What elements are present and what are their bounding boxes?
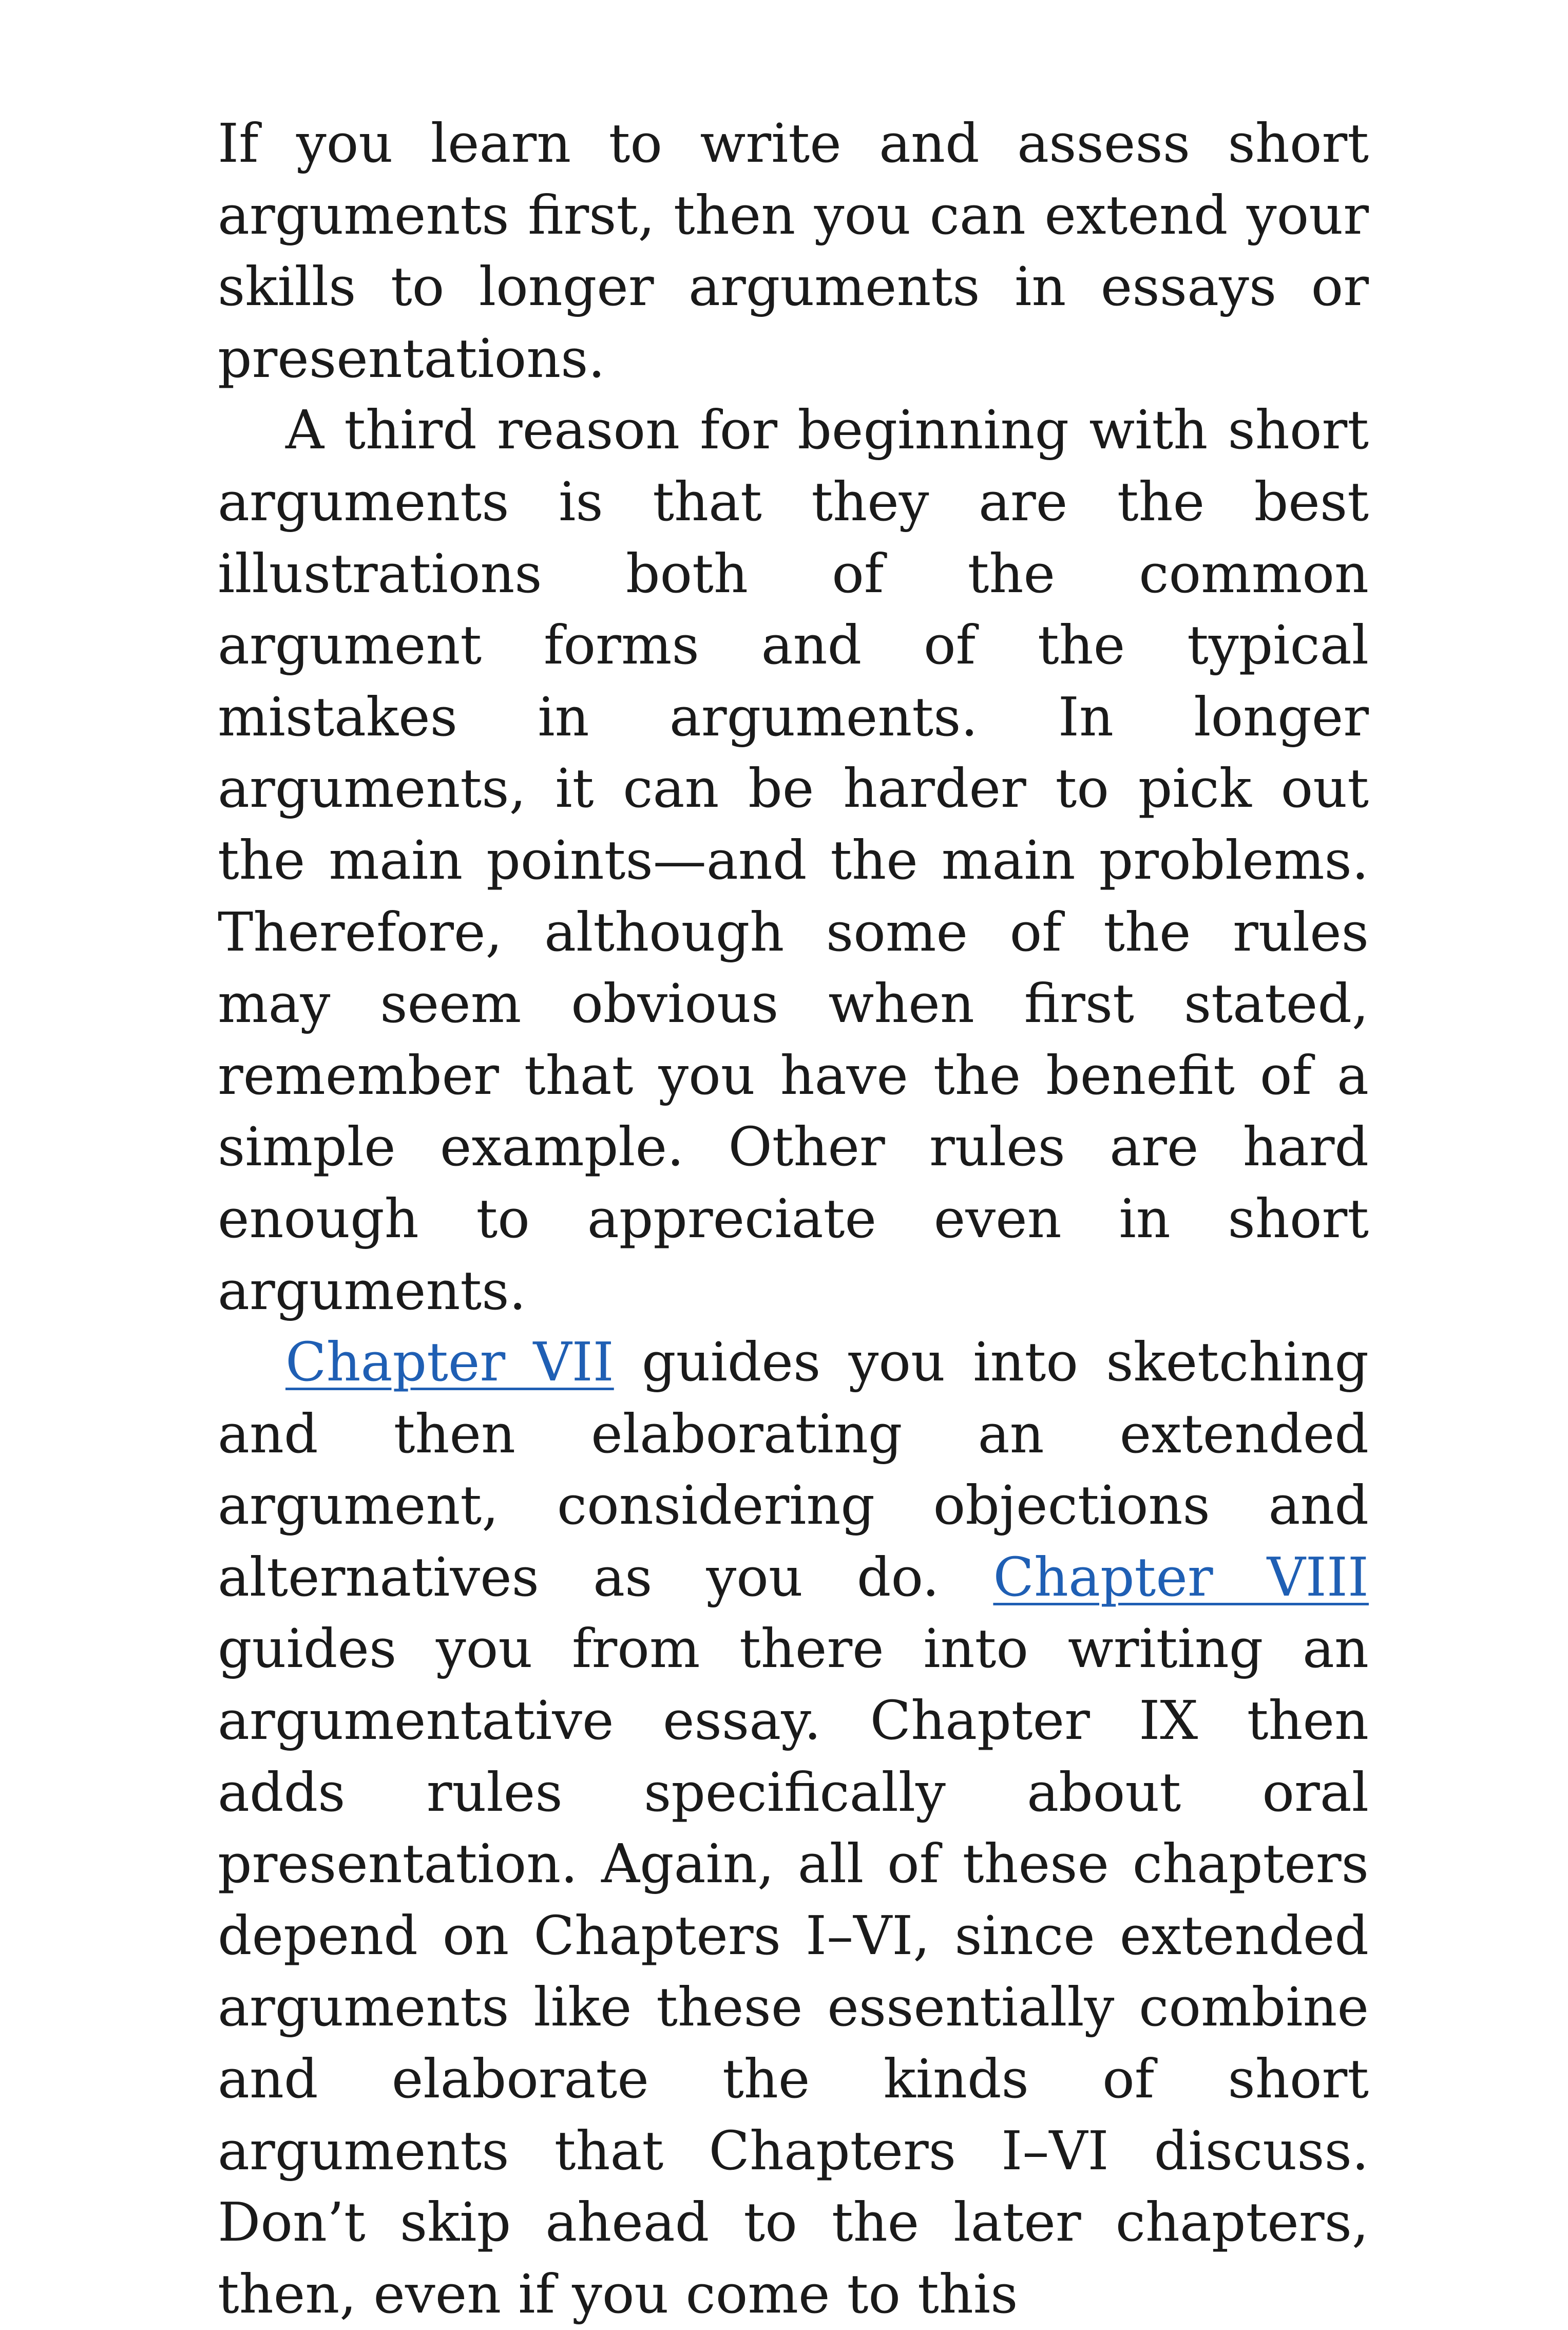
paragraph-extended-text-1: guides you into sketching and then elaborating an extended argument, considering objections and alternatives as you do. [218,1331,1369,1608]
paragraph-third-reason [218,394,1369,1327]
paragraph-extended-arguments [218,1327,1369,2330]
paragraph-skills [218,108,1369,394]
chapter-viii-link[interactable]: Chapter VIII [993,1545,1369,1608]
paragraph-third-reason-text: A third reason for beginning with short arguments is that they are the best illustrations both of the common argument forms and of the typical mistakes in arguments. In longer arguments, it can be harder to pick out the main points—and the main problems. Therefore, although some of the rules may seem obvious when first stated, remember that you have the benefit of a simple example. Other rules are hard enough to appreciate even in short arguments. [218,399,1369,1322]
chapter-vii-link[interactable]: Chapter VII [285,1331,614,1394]
body-text [218,108,1369,2330]
paragraph-skills-text: If you learn to write and assess short arguments first, then you can extend your skills to longer arguments in essays or presentations. [218,112,1369,390]
paragraph-extended-text-2: guides you from there into writing an argumentative essay. Chapter IX then adds rules specifically about oral presentation. Again, all of these chapters depend on Chapters I–VI, since extended arguments like these essentially combine and elaborate the kinds of short arguments that Chapters I–VI discuss. Don’t skip ahead to the later chapters, then, even if you come to this [218,1617,1369,2325]
